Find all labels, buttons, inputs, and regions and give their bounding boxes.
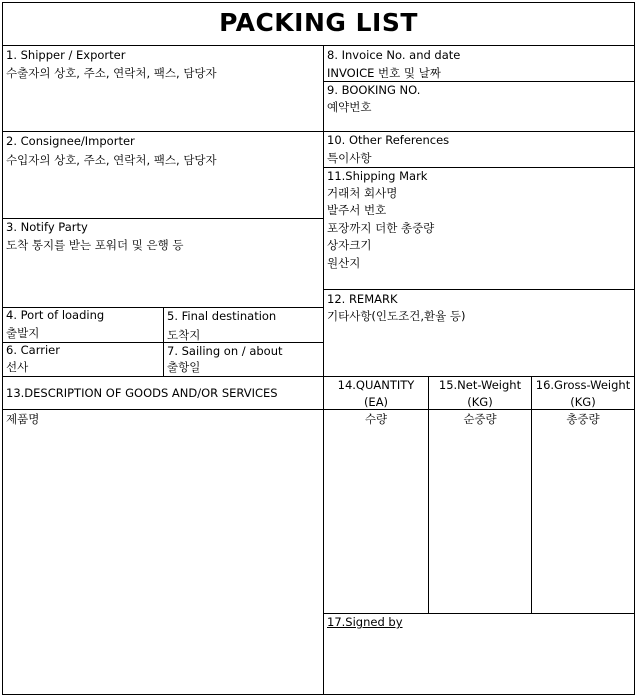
border-left — [2, 2, 3, 695]
remark-desc: 기타사항(인도조건,환율 등) — [327, 309, 466, 323]
quantity-desc: 수량 — [364, 412, 388, 426]
sailing-desc: 출항일 — [167, 360, 201, 374]
border-right — [634, 2, 635, 695]
invoice-booking-divider — [323, 81, 635, 82]
remark-label: 12. REMARK — [327, 292, 398, 306]
port-dest-divider — [163, 307, 164, 377]
shipping-mark-lines — [327, 185, 434, 272]
signed-by-label: 17.Signed by — [327, 615, 403, 629]
shipping-mark-line: 발주서 번호 — [327, 203, 387, 218]
booking-label: 9. BOOKING NO. — [327, 83, 421, 97]
shipping-mark-line: 거래처 회사명 — [327, 186, 398, 200]
carrier-label: 6. Carrier — [6, 343, 60, 357]
shipping-mark-line: 포장까지 더한 총중량 — [327, 220, 435, 235]
invoice-label: 8. Invoice No. and date — [327, 48, 461, 62]
quantity-unit: (EA) — [363, 395, 389, 409]
other-references-desc: 특이사항 — [327, 151, 372, 165]
notify-party-desc: 도착 통지를 받는 포워더 및 은행 등 — [6, 238, 184, 252]
shipping-mark-label: 11.Shipping Mark — [327, 169, 428, 183]
signed-divider — [323, 613, 635, 614]
border-top — [2, 2, 635, 3]
consignee-desc: 수입자의 상호, 주소, 연락처, 팩스, 담당자 — [6, 153, 217, 167]
gross-weight-unit: (KG) — [570, 395, 596, 409]
description-label: 13.DESCRIPTION OF GOODS AND/OR SERVICES — [6, 386, 278, 400]
port-of-loading-desc: 출발지 — [6, 326, 40, 340]
border-bottom — [2, 694, 635, 695]
shipping-mark-line: 상자크기 — [327, 238, 372, 253]
shipper-desc: 수출자의 상호, 주소, 연락처, 팩스, 담당자 — [6, 66, 217, 80]
header-body-divider — [2, 409, 635, 410]
shipping-remark-divider — [323, 289, 635, 290]
net-weight-label: 15.Net-Weight — [438, 378, 522, 392]
net-weight-unit: (KG) — [467, 395, 493, 409]
center-divider — [323, 45, 324, 695]
shipper-consignee-divider — [2, 131, 635, 132]
shipper-label: 1. Shipper / Exporter — [6, 48, 126, 62]
carrier-desc: 선사 — [6, 360, 29, 374]
references-shipping-divider — [323, 167, 635, 168]
shipping-mark-line: 원산지 — [327, 255, 361, 270]
quantity-label: 14.QUANTITY — [337, 378, 415, 392]
title-divider — [2, 45, 635, 46]
final-destination-desc: 도착지 — [167, 328, 201, 342]
other-references-label: 10. Other References — [327, 133, 450, 147]
sailing-label: 7. Sailing on / about — [167, 344, 283, 358]
carrier-description-divider — [2, 376, 635, 377]
net-weight-desc: 순중량 — [463, 412, 497, 426]
notify-party-label: 3. Notify Party — [6, 220, 88, 234]
page-title: PACKING LIST — [219, 8, 418, 37]
final-destination-label: 5. Final destination — [167, 309, 277, 323]
invoice-desc: INVOICE 번호 및 날짜 — [327, 66, 441, 80]
gross-weight-desc: 총중량 — [566, 412, 600, 426]
consignee-label: 2. Consignee/Importer — [6, 134, 135, 148]
port-of-loading-label: 4. Port of loading — [6, 308, 105, 322]
consignee-notify-divider — [2, 218, 323, 219]
description-desc: 제품명 — [6, 412, 40, 426]
gross-weight-label: 16.Gross-Weight — [535, 378, 631, 392]
booking-desc: 예약번호 — [327, 100, 372, 114]
